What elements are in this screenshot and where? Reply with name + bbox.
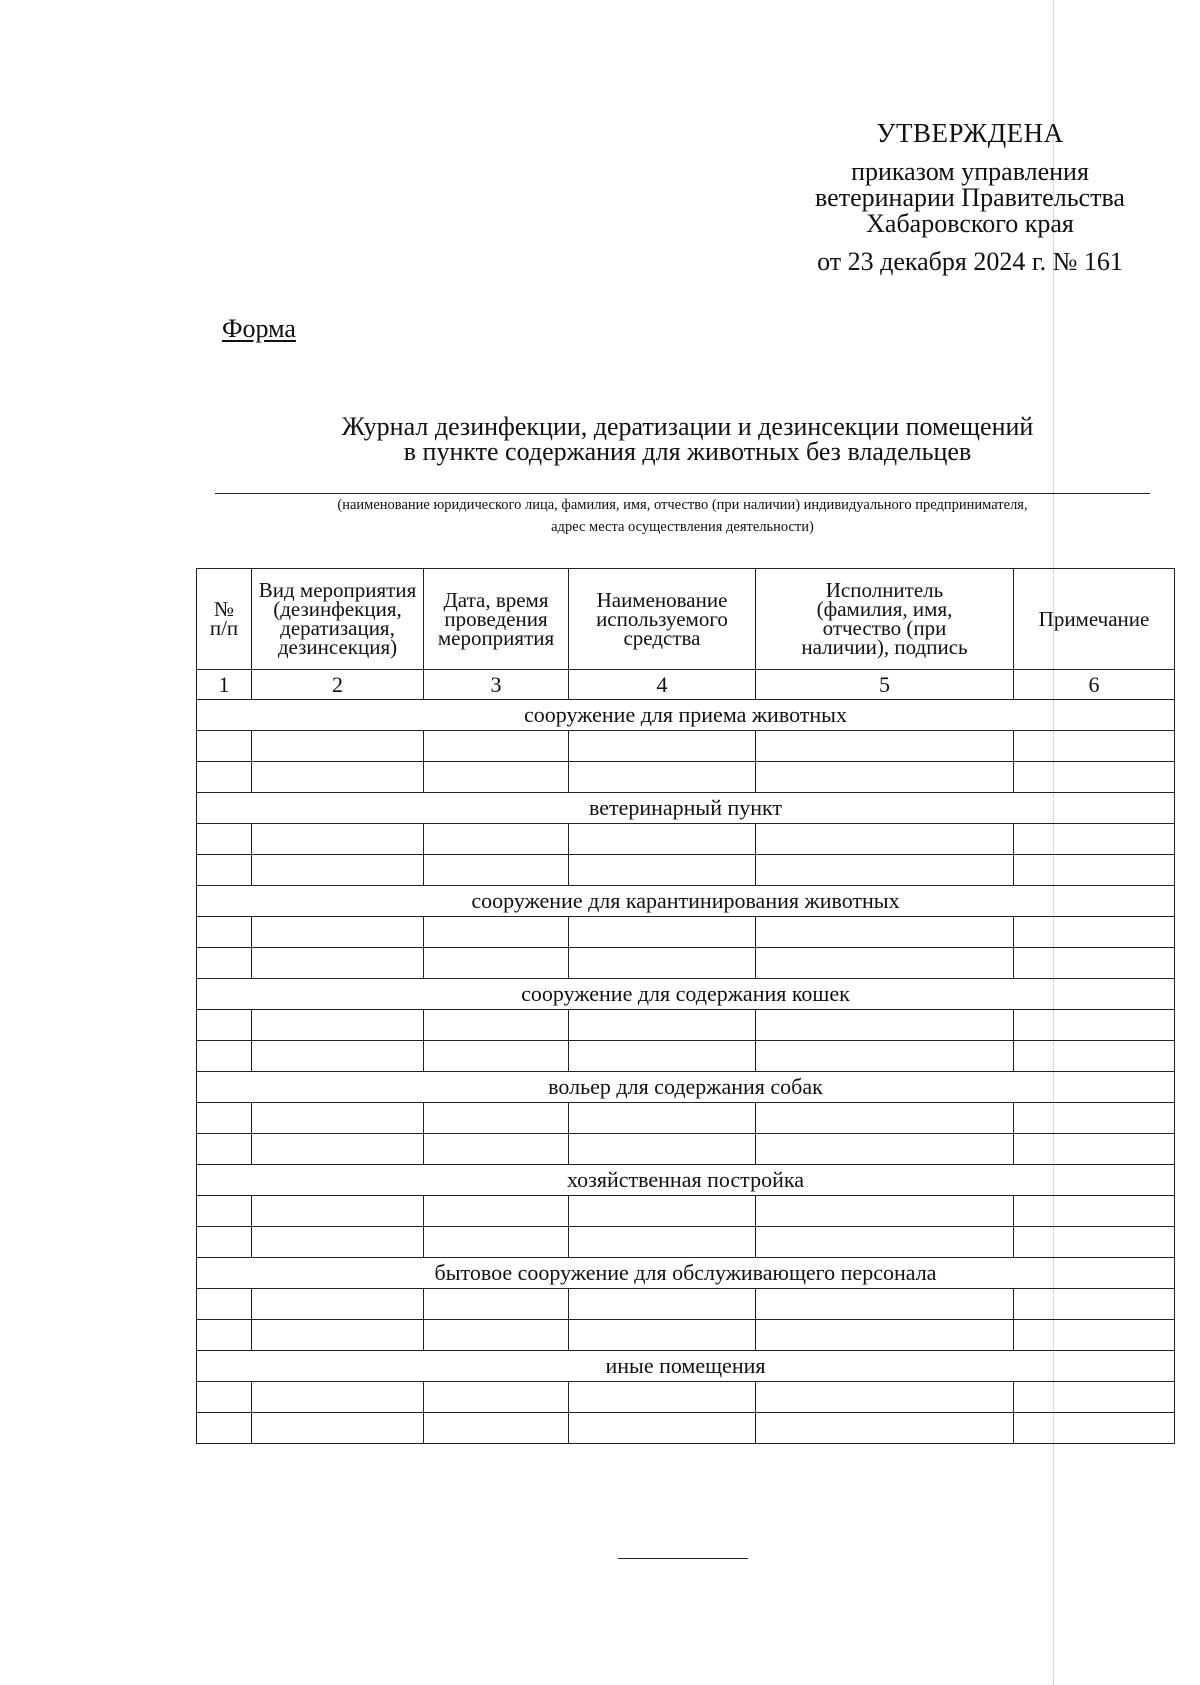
column-number: 5 xyxy=(756,670,1014,700)
blank-cell xyxy=(1014,1289,1175,1320)
approval-order: от 23 декабря 2024 г. № 161 xyxy=(817,247,1123,276)
section-row xyxy=(197,1165,1175,1196)
table-row xyxy=(197,731,1175,762)
table-row xyxy=(197,917,1175,948)
blank-cell xyxy=(1014,762,1175,793)
blank-cell xyxy=(569,917,756,948)
blank-cell xyxy=(252,1041,424,1072)
blank-cell xyxy=(1014,1413,1175,1444)
blank-cell xyxy=(569,1320,756,1351)
column-number: 1 xyxy=(197,670,252,700)
blank-cell xyxy=(197,1382,252,1413)
blank-cell xyxy=(569,731,756,762)
blank-cell xyxy=(424,1041,569,1072)
blank-cell xyxy=(569,1413,756,1444)
column-header-line: дератизация, xyxy=(280,616,395,640)
blank-cell xyxy=(1014,1196,1175,1227)
column-header xyxy=(424,569,569,670)
section-title: сооружение для содержания кошек xyxy=(197,979,1175,1010)
blank-cell xyxy=(197,1134,252,1165)
column-header xyxy=(756,569,1014,670)
blank-cell xyxy=(252,1289,424,1320)
column-number-row xyxy=(197,670,1175,700)
blank-cell xyxy=(756,1413,1014,1444)
blank-cell xyxy=(756,917,1014,948)
blank-cell xyxy=(197,1413,252,1444)
blank-cell xyxy=(1014,1227,1175,1258)
blank-cell xyxy=(756,1196,1014,1227)
blank-cell xyxy=(424,824,569,855)
blank-cell xyxy=(424,1289,569,1320)
section-title: сооружение для приема животных xyxy=(197,700,1175,731)
table-row xyxy=(197,762,1175,793)
blank-cell xyxy=(569,1010,756,1041)
blank-cell xyxy=(1014,1320,1175,1351)
blank-cell xyxy=(569,1289,756,1320)
table-header-row xyxy=(197,569,1175,670)
section-row xyxy=(197,979,1175,1010)
column-header xyxy=(252,569,424,670)
blank-cell xyxy=(1014,1382,1175,1413)
blank-cell xyxy=(252,1413,424,1444)
blank-cell xyxy=(424,1382,569,1413)
section-row xyxy=(197,793,1175,824)
blank-cell xyxy=(756,731,1014,762)
column-header-line: (дезинфекция, xyxy=(273,597,402,621)
blank-cell xyxy=(569,1103,756,1134)
table-row xyxy=(197,1289,1175,1320)
blank-cell xyxy=(1014,855,1175,886)
blank-cell xyxy=(756,1382,1014,1413)
section-title: хозяйственная постройка xyxy=(197,1165,1175,1196)
blank-cell xyxy=(197,762,252,793)
table-row xyxy=(197,1413,1175,1444)
blank-cell xyxy=(252,1382,424,1413)
column-number: 3 xyxy=(424,670,569,700)
blank-cell xyxy=(252,948,424,979)
blank-cell xyxy=(252,762,424,793)
blank-cell xyxy=(569,1227,756,1258)
section-row xyxy=(197,886,1175,917)
blank-cell xyxy=(569,1196,756,1227)
column-header-line: дезинсекция) xyxy=(277,635,398,659)
approval-line: ветеринарии Правительства xyxy=(815,183,1125,212)
column-header-line: Исполнитель xyxy=(825,578,944,602)
approval-heading: УТВЕРЖДЕНА xyxy=(876,118,1064,148)
blank-cell xyxy=(197,855,252,886)
table-row xyxy=(197,1196,1175,1227)
column-header xyxy=(569,569,756,670)
blank-cell xyxy=(424,1010,569,1041)
column-header-line: отчество (при xyxy=(822,616,947,640)
journal-title-line: в пункте содержания для животных без владельцев xyxy=(403,437,972,466)
blank-cell xyxy=(197,1196,252,1227)
blank-cell xyxy=(252,731,424,762)
blank-cell xyxy=(756,1320,1014,1351)
column-number: 2 xyxy=(252,670,424,700)
column-header-line: № xyxy=(213,597,235,621)
table-row xyxy=(197,1134,1175,1165)
blank-cell xyxy=(1014,1103,1175,1134)
blank-cell xyxy=(197,1320,252,1351)
column-header-line: наличии), подпись xyxy=(801,635,968,659)
table-row xyxy=(197,1227,1175,1258)
column-number: 6 xyxy=(1014,670,1175,700)
blank-cell xyxy=(1014,824,1175,855)
blank-cell xyxy=(756,824,1014,855)
blank-cell xyxy=(1014,948,1175,979)
blank-cell xyxy=(1014,917,1175,948)
blank-cell xyxy=(756,855,1014,886)
table-row xyxy=(197,1382,1175,1413)
approval-line: Хабаровского края xyxy=(866,209,1074,238)
section-row xyxy=(197,1351,1175,1382)
column-header xyxy=(197,569,252,670)
form-label: Форма xyxy=(222,314,296,343)
blank-cell xyxy=(424,731,569,762)
section-title: сооружение для карантинирования животных xyxy=(197,886,1175,917)
blank-cell xyxy=(252,824,424,855)
blank-cell xyxy=(1014,1010,1175,1041)
blank-cell xyxy=(197,1010,252,1041)
blank-cell xyxy=(756,1041,1014,1072)
blank-cell xyxy=(197,1103,252,1134)
blank-cell xyxy=(424,1134,569,1165)
blank-cell xyxy=(197,1289,252,1320)
organization-caption xyxy=(215,494,1150,538)
blank-cell xyxy=(252,1010,424,1041)
blank-cell xyxy=(756,1134,1014,1165)
column-header-line: проведения xyxy=(444,606,548,631)
organization-caption-line: адрес места осуществления деятельности) xyxy=(551,519,814,535)
blank-cell xyxy=(1014,1134,1175,1165)
blank-cell xyxy=(252,1320,424,1351)
table-row xyxy=(197,1320,1175,1351)
section-title: ветеринарный пункт xyxy=(197,793,1175,824)
blank-cell xyxy=(569,762,756,793)
section-row xyxy=(197,1258,1175,1289)
section-row xyxy=(197,700,1175,731)
blank-cell xyxy=(197,948,252,979)
journal-title-line: Журнал дезинфекции, дератизации и дезинсекции помещений xyxy=(341,412,1034,441)
blank-cell xyxy=(1014,1041,1175,1072)
blank-cell xyxy=(424,1413,569,1444)
blank-cell xyxy=(569,855,756,886)
blank-cell xyxy=(756,1010,1014,1041)
table-row xyxy=(197,1010,1175,1041)
blank-cell xyxy=(569,1134,756,1165)
column-header-line: Наименование xyxy=(596,587,728,612)
blank-cell xyxy=(197,824,252,855)
blank-cell xyxy=(756,948,1014,979)
blank-cell xyxy=(424,948,569,979)
blank-cell xyxy=(569,1382,756,1413)
column-number: 4 xyxy=(569,670,756,700)
blank-cell xyxy=(569,948,756,979)
table-row xyxy=(197,855,1175,886)
column-header-line: (фамилия, имя, xyxy=(816,597,953,621)
section-title: вольер для содержания собак xyxy=(197,1072,1175,1103)
column-header-line: п/п xyxy=(209,616,239,640)
blank-cell xyxy=(197,731,252,762)
blank-cell xyxy=(424,1103,569,1134)
column-header-line: средства xyxy=(623,625,701,650)
blank-cell xyxy=(252,1196,424,1227)
blank-cell xyxy=(252,1134,424,1165)
column-header-line: мероприятия xyxy=(437,625,555,650)
journal-table xyxy=(196,568,1175,1444)
blank-cell xyxy=(756,1289,1014,1320)
table-row xyxy=(197,824,1175,855)
blank-cell xyxy=(252,855,424,886)
section-title: иные помещения xyxy=(197,1351,1175,1382)
approval-stamp xyxy=(770,118,1170,277)
blank-cell xyxy=(197,1227,252,1258)
blank-cell xyxy=(569,1041,756,1072)
blank-cell xyxy=(424,1320,569,1351)
blank-cell xyxy=(424,1227,569,1258)
blank-cell xyxy=(252,917,424,948)
blank-cell xyxy=(252,1227,424,1258)
section-row xyxy=(197,1072,1175,1103)
table-row xyxy=(197,1103,1175,1134)
column-header-line: используемого xyxy=(596,606,728,631)
blank-cell xyxy=(1014,731,1175,762)
organization-caption-line: (наименование юридического лица, фамилия, имя, отчество (при наличии) индивидуального предпринимателя, xyxy=(337,497,1028,513)
blank-cell xyxy=(252,1103,424,1134)
section-title: бытовое сооружение для обслуживающего персонала xyxy=(197,1258,1175,1289)
blank-cell xyxy=(756,762,1014,793)
column-header-line: Вид мероприятия xyxy=(258,578,417,602)
table-row xyxy=(197,948,1175,979)
blank-cell xyxy=(424,917,569,948)
blank-cell xyxy=(424,762,569,793)
blank-cell xyxy=(756,1103,1014,1134)
blank-cell xyxy=(424,1196,569,1227)
column-header-line: Дата, время xyxy=(443,587,549,612)
blank-cell xyxy=(424,855,569,886)
column-header-line: Примечание xyxy=(1038,606,1150,631)
column-header xyxy=(1014,569,1175,670)
blank-cell xyxy=(197,917,252,948)
end-rule xyxy=(618,1558,748,1559)
blank-cell xyxy=(756,1227,1014,1258)
blank-cell xyxy=(197,1041,252,1072)
table-row xyxy=(197,1041,1175,1072)
journal-title xyxy=(200,414,1175,464)
blank-cell xyxy=(569,824,756,855)
approval-line: приказом управления xyxy=(851,157,1089,186)
